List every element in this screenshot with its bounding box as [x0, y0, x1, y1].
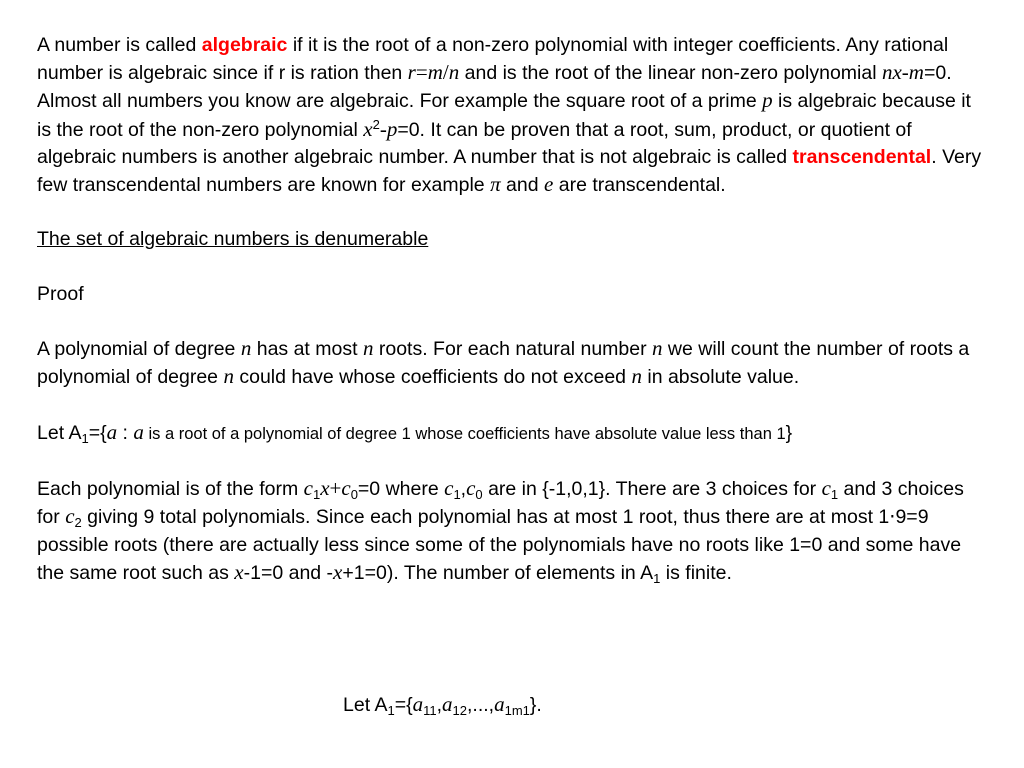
- spacer: [37, 199, 987, 226]
- proof-label: Proof: [37, 282, 84, 305]
- intro-paragraph: A number is called algebraic if it is the root of a non-zero polynomial with integer coefficients. Any rational number is algebraic since if r is ration then r=m/n and is the root of the linear non-zero polynomial nx-m=0. Almost all numbers you know are algebraic. For example the square root of a prime p is algebraic because it is the root of the non-zero polynomial $x^2-p=0$. It can be proven that a root, sum, product, or quotient of algebraic numbers is another algebraic number. A number that is not algebraic is called transcendental. Very few transcendental numbers are known for example π and e are transcendental.: [37, 34, 982, 197]
- polynomial-count-paragraph: Each polynomial is of the form $c_1x+c_0=0$ where $c_1,c_0$ are in {-1,0,1}. There are 3 choices for $c_1$ and 3 choices for $c_2$ giving 9 total polynomials. Since each polynomial has at most 1 root, thus there are at most 1⋅9=9 possible roots (there are actually less since some of the polynomials have no roots like 1=0 and some have the same root such as x-1=0 and -x+1=0). The number of elements in $A_1$ is finite.: [37, 476, 964, 586]
- spacer: [37, 392, 987, 419]
- spacer: [37, 448, 987, 475]
- set-a1-enumeration: Let $A_1=\{a_{11},a_{12},...,a_{1m1}\}$.: [343, 692, 542, 718]
- slide-content: [37, 32, 987, 587]
- keyword-transcendental: transcendental: [792, 145, 932, 168]
- spacer: [37, 254, 987, 281]
- set-a1-definition: Let $A_1=\{a$ : a is a root of a polynomial of degree 1 whose coefficients have absolute value less than 1}: [37, 419, 793, 446]
- keyword-algebraic: algebraic: [201, 34, 288, 56]
- degree-paragraph: A polynomial of degree n has at most n roots. For each natural number n we will count the number of roots a polynomial of degree n could have whose coefficients do not exceed n in absolute value.: [37, 336, 970, 389]
- spacer: [37, 308, 987, 335]
- theorem-heading: The set of algebraic numbers is denumerable: [37, 228, 429, 251]
